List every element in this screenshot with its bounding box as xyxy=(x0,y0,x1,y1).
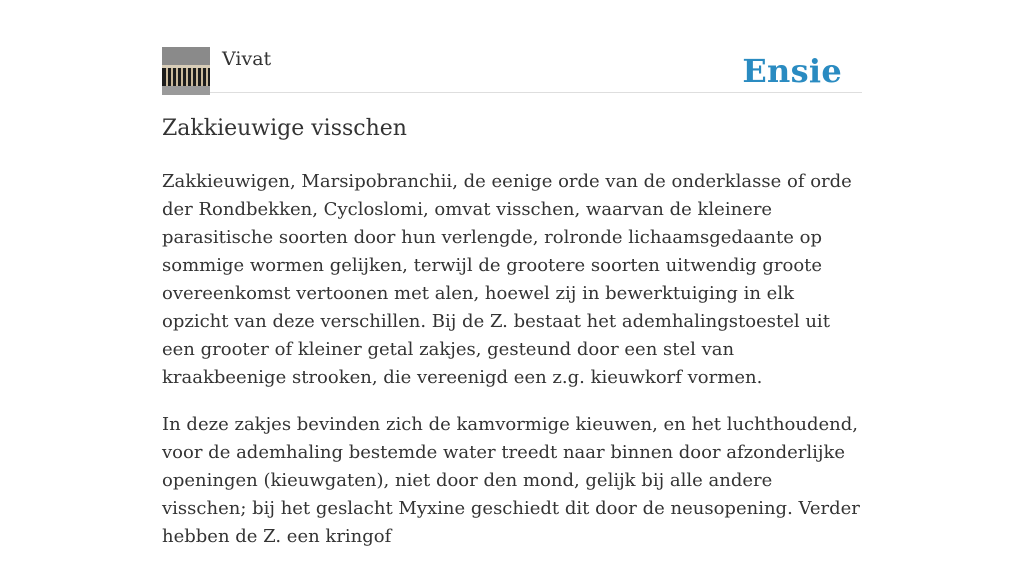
author-name[interactable]: Vivat xyxy=(222,48,272,70)
article-paragraph: In deze zakjes bevinden zich de kamvormige kieuwen, en het luchthoudend, voor de ademhaling bestemde water treedt naar binnen door afzonderlijke openingen (kieuwgaten), niet door den mond, gelijk bij alle andere visschen; bij het geslacht Myxine geschiedt dit door de neusopening. Verder hebben de Z. een kringof xyxy=(162,414,860,547)
article-title: Zakkieuwige visschen xyxy=(162,116,407,141)
article-body xyxy=(162,168,862,570)
author-avatar[interactable] xyxy=(162,47,210,95)
article-header xyxy=(162,46,862,93)
article-paragraph: Zakkieuwigen, Marsipobranchii, de eenige orde van de onderklasse of orde der Rondbekken, Cycloslomi, omvat visschen, waarvan de kleinere parasitische soorten door hun verlengde, rolronde lichaamsgedaante op sommige wormen gelijken, terwijl de grootere soorten uitwendig groote overeenkomst vertoonen met alen, hoewel zij in bewerktuiging in elk opzicht van deze verschillen. Bij de Z. bestaat het ademhalingstoestel uit een grooter of kleiner getal zakjes, gesteund door een stel van kraakbeenige strooken, die vereenigd een z.g. kieuwkorf vormen. xyxy=(162,171,852,388)
brand-logo[interactable]: Ensie xyxy=(742,52,842,90)
avatar-image xyxy=(162,47,210,95)
